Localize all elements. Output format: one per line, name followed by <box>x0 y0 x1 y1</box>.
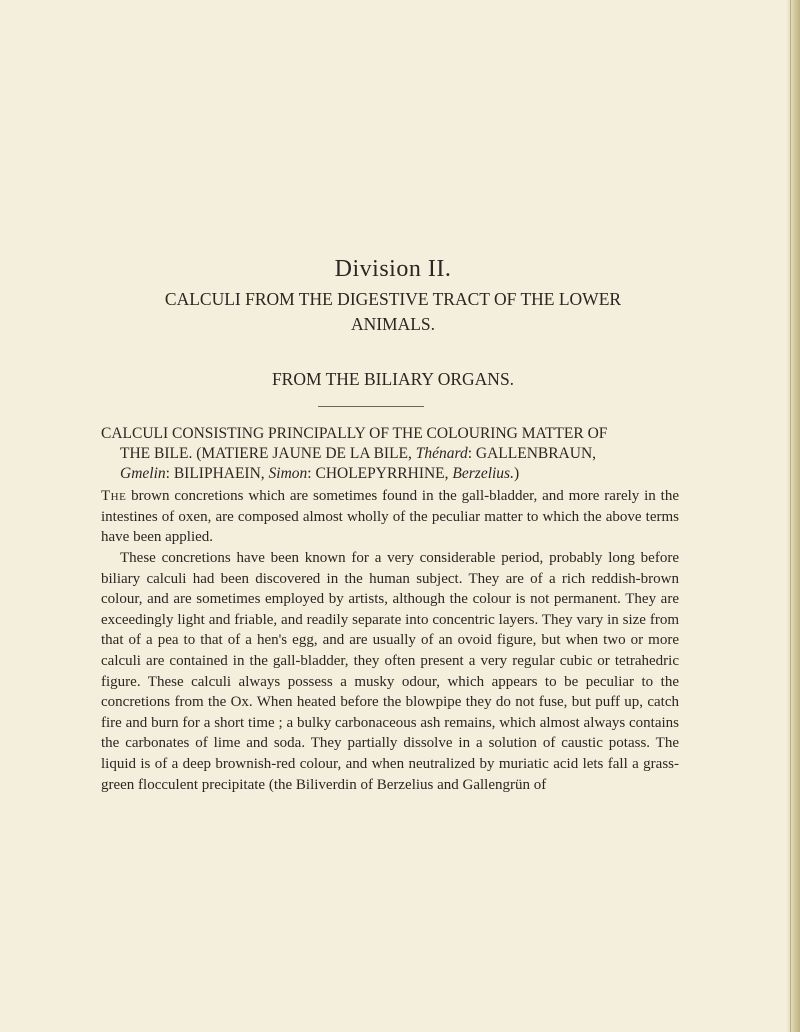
author-name: Simon <box>268 465 308 482</box>
subheading-text: : GALLENBRAUN, <box>467 445 597 462</box>
subheading-line3 <box>101 464 681 484</box>
subheading-text: : BILIPHAEIN, <box>165 465 269 482</box>
subheading-text: : CHOLEPYRRHINE, <box>307 465 453 482</box>
author-name: Gmelin <box>120 465 166 482</box>
paragraph-1 <box>101 486 679 548</box>
divider-rule <box>318 406 424 407</box>
author-name: Thénard <box>415 445 468 462</box>
subheading-text: THE BILE. (MATIERE JAUNE DE LA BILE, <box>120 445 416 462</box>
page-edge <box>786 0 800 1032</box>
section-heading-line1: CALCULI FROM THE DIGESTIVE TRACT OF THE LOWER <box>164 289 622 309</box>
paragraph-lead-word: The <box>101 488 127 504</box>
paragraph-2: These concretions have been known for a very considerable period, probably long before biliary calculi had been discovered in the human subject. They are of a rich reddish-brown colour, and are sometimes employed by artists, although the colour is not permanent. They are exceedingly light and friable, and readily separate into concentric layers. They vary in size from that of a pea to that of a hen's egg, and are usually of an ovoid figure, but when two or more calculi are contained in the gall-bladder, they often present a very regular cubic or tetrahedric figure. These calculi always possess a musky odour, which appears to be peculiar to the concretions from the Ox. When heated before the blowpipe they do not fuse, but puff up, catch fire and burn for a short time ; a bulky carbonaceous ash remains, which almost always contains the carbonates of lime and soda. They partially dissolve in a solution of caustic potass. The liquid is of a deep brownish-red colour, and when neutralized by muriatic acid lets fall a grass-green flocculent precipitate (the Biliverdin of Berzelius and Gallengrün of <box>101 550 679 793</box>
division-title: Division II. <box>334 256 452 282</box>
chapter-subheading <box>101 424 681 484</box>
author-name: Berzelius. <box>452 465 514 482</box>
subheading-line2 <box>101 444 681 464</box>
paragraph-1-text: brown concretions which are sometimes found in the gall-bladder, and more rarely in the intestines of oxen, are composed almost wholly of the peculiar matter to which the above terms have been applied. <box>101 488 679 546</box>
section-heading <box>0 287 786 337</box>
subheading-text: ) <box>513 465 520 482</box>
subheading-line1: CALCULI CONSISTING PRINCIPALLY OF THE COLOURING MATTER OF <box>101 425 608 442</box>
section-heading-line2: ANIMALS. <box>350 314 436 334</box>
subsection-heading: FROM THE BILIARY ORGANS. <box>271 369 515 389</box>
